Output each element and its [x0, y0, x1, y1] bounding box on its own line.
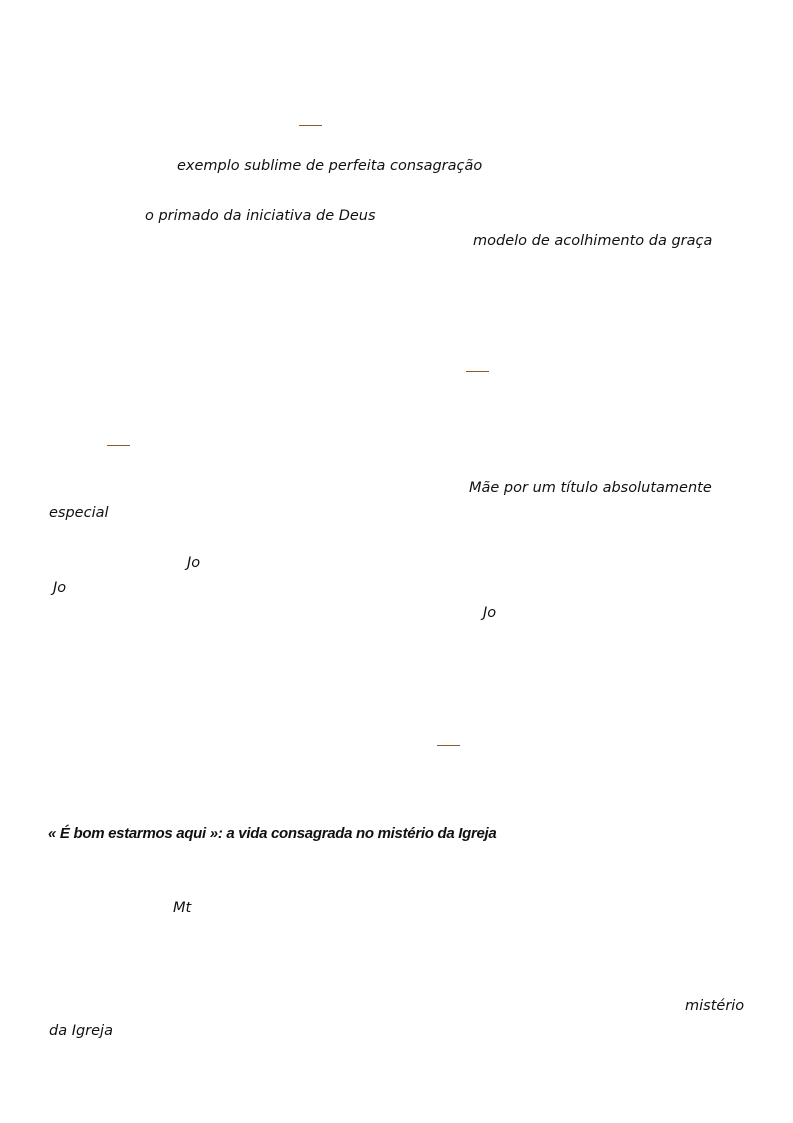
text-modelo: modelo de acolhimento da graça — [473, 233, 713, 249]
text-primado: o primado da iniciativa de Deus — [145, 208, 376, 224]
section-heading: « É bom estarmos aqui »: a vida consagrada no mistério da Igreja — [48, 825, 497, 842]
ref-mt: Mt — [173, 900, 192, 916]
footnote-marker-2 — [466, 371, 489, 372]
footnote-marker-4 — [437, 745, 460, 746]
text-mae-titulo: Mãe por um título absolutamente — [469, 480, 712, 496]
ref-jo-1: Jo — [187, 555, 201, 571]
text-misterio: mistério — [685, 998, 745, 1014]
ref-jo-2: Jo — [53, 580, 67, 596]
text-consagracao: exemplo sublime de perfeita consagração — [177, 158, 483, 174]
ref-jo-3: Jo — [483, 605, 497, 621]
footnote-marker-1 — [299, 125, 322, 126]
footnote-marker-3 — [107, 445, 130, 446]
text-da-igreja: da Igreja — [49, 1023, 113, 1039]
text-especial: especial — [49, 505, 109, 521]
